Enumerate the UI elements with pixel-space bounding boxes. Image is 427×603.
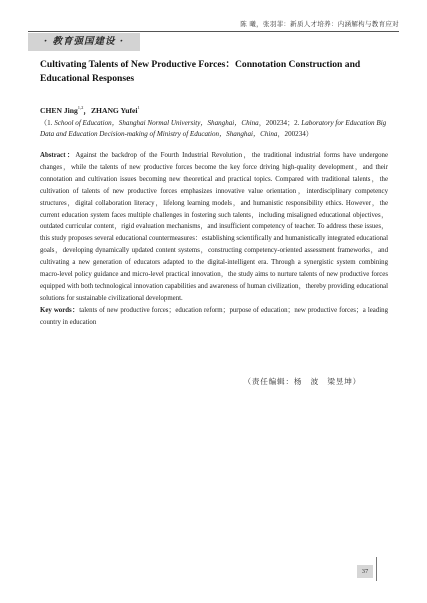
author-line [40,103,388,116]
affiliation-school: School of Education，Shanghai Normal University，Shanghai，China [54,119,259,127]
author-name: CHEN Jing [40,106,78,115]
running-head: 陈 曦，张羽菲：新质人才培养：内涵解构与教育应对 [240,20,399,28]
affiliation-lab: Laboratory for Education Big Data and Education Decision-making of Ministry of Education，Shanghai，China [40,119,387,138]
abstract-text: Against the backdrop of the Fourth Industrial Revolution，the traditional industrial forms have undergone changes，while the talents of new productive forces become the key force driving high-quality development，and their connotation and cultivation issues becoming new theoretical and practical topics. Compared with traditional talents，the cultivation of talents of new productive forces emphasizes innovative value orientation，interdisciplinary competency structures，digital collaboration literacy，lifelong learning models，and humanistic responsibility ethics. However，the current education system faces multiple challenges in fostering such talents，including misaligned educational objectives，outdated curricular content，rigid evaluation mechanisms，and insufficient competency of teacher. To address these issues，this study proposes several educational countermeasures：establishing scientifically and humanistically integrated educational goals，developing dynamically updated content systems，constructing competency-oriented assessment frameworks，and cultivating a new generation of educators adapted to the digital-intelligent era. Through a synergistic system combining macro-level policy guidance and micro-level practical innovation，the study aims to nurture talents of new productive forces equipped with both technological innovation capabilities and awareness of human civilization，thereby providing educational solutions for sustainable civilizational development. [40,152,388,302]
keywords [40,305,388,329]
author-name: ZHANG Yufei [90,106,138,115]
affiliation-open: （1. [40,119,55,127]
article-body [40,58,388,329]
author-separator: ， [83,106,91,115]
section-tag: · 教育强国建设 · [28,33,140,51]
abstract [40,150,388,305]
author-affiliation-mark: 1 [137,105,140,110]
page-number: 37 [357,565,373,578]
author-affiliation-mark: 1,2 [77,105,84,110]
editor-note: （责任编辑：杨 波 梁昱坤） [243,377,361,386]
abstract-label: Abstract： [40,152,76,159]
keywords-label: Key words： [40,306,80,314]
header-rule [28,31,399,32]
keywords-text: talents of new productive forces；education reform；purpose of education；new productive forces；a leading country in education [40,306,388,326]
page-number-rule [376,557,377,581]
affiliation [40,118,388,140]
affiliation-postcode: ，200234；2. [258,119,302,127]
article-title: Cultivating Talents of New Productive Forces：Connotation Construction and Educational Responses [40,59,361,84]
affiliation-close: ，200234） [277,130,313,138]
